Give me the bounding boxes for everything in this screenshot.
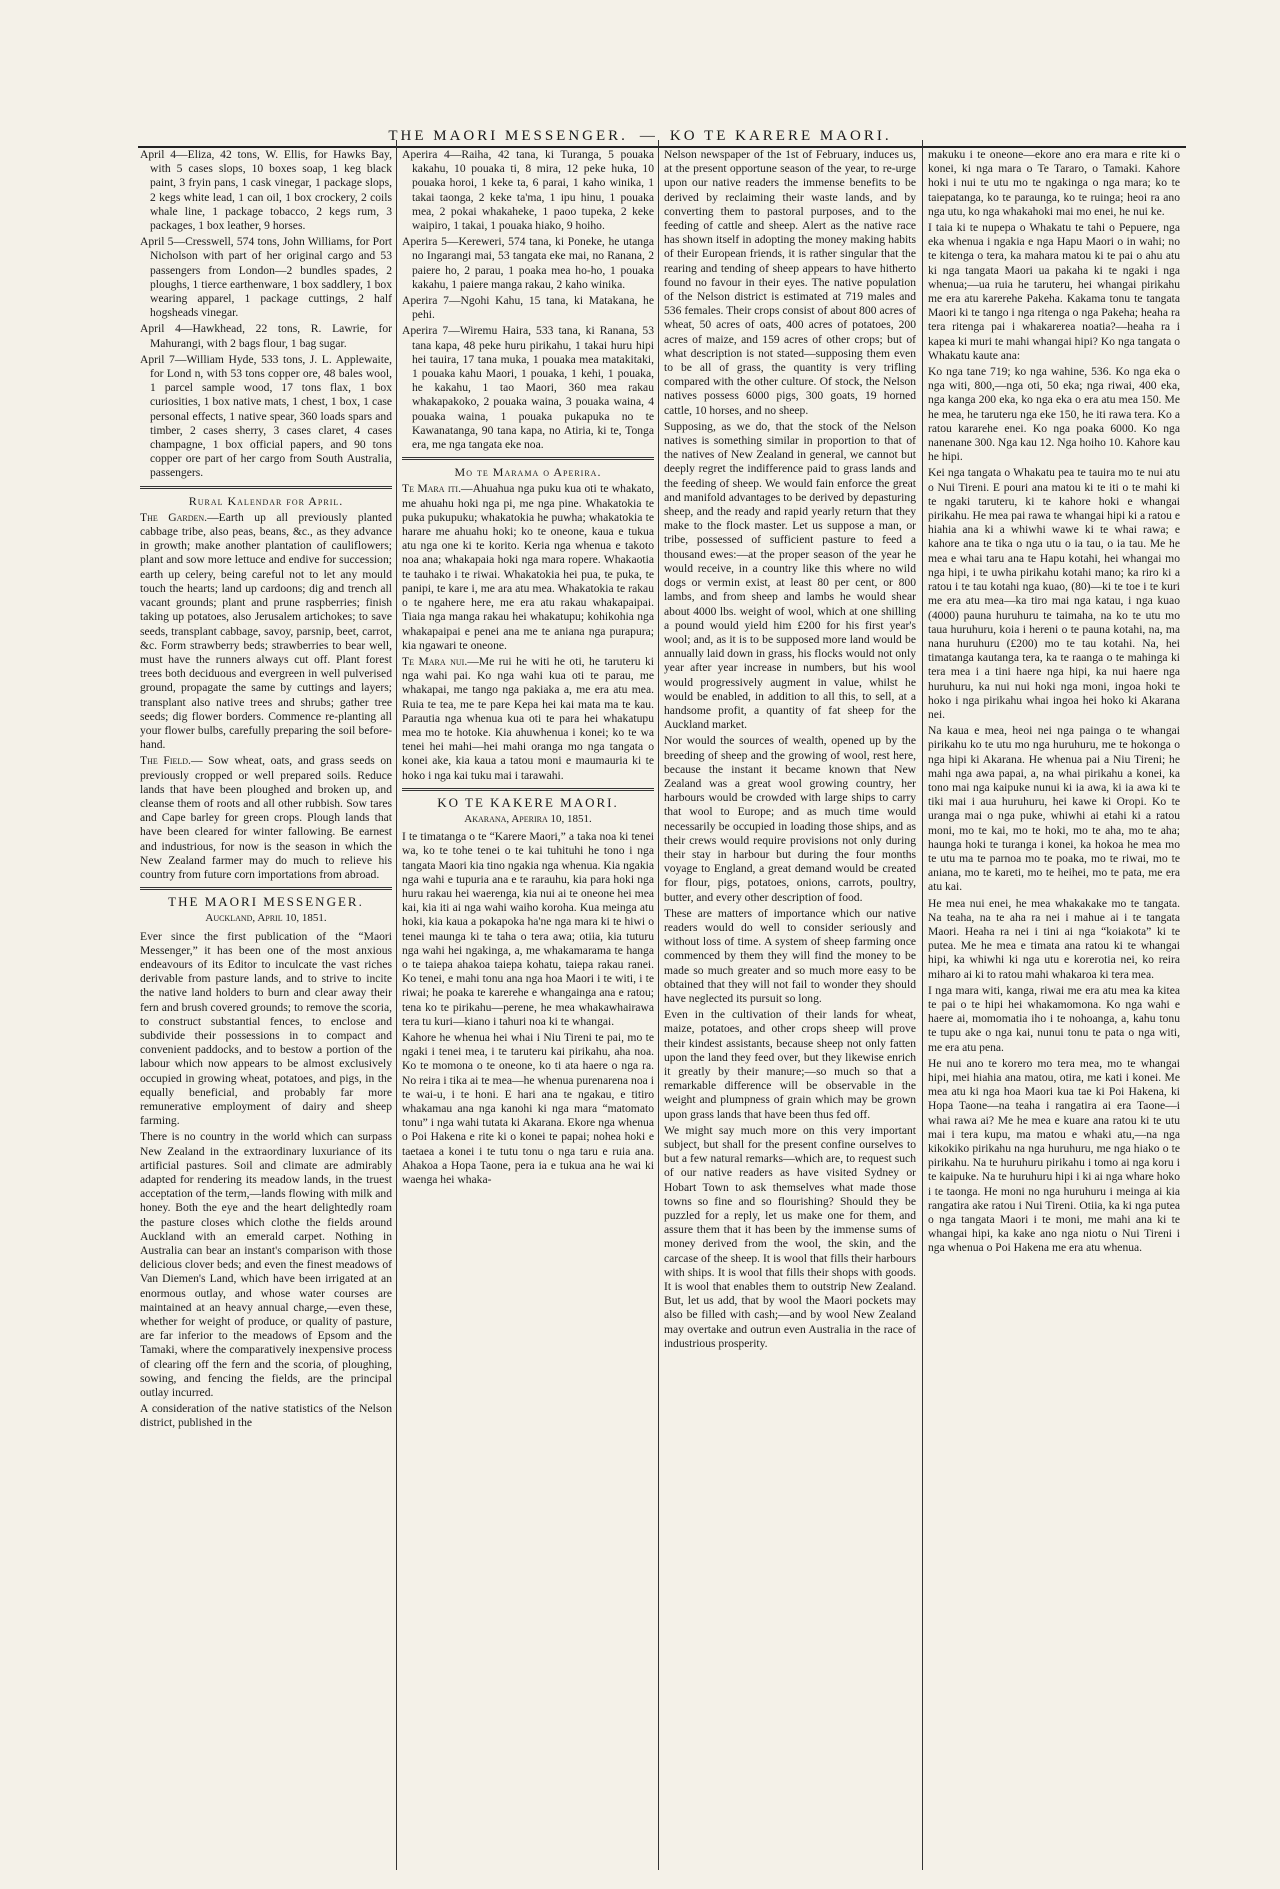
header-separator: — bbox=[639, 128, 658, 144]
column-3 bbox=[664, 148, 916, 1353]
rural-kalendar-heading: Rural Kalendar for April. bbox=[188, 493, 344, 508]
editorial-paragraph-maori: Kahore he whenua hei whai i Niu Tireni te pai, mo te ngaki i tenei mea, i te taruteru kai pirikahu, aha noa. Ko te momona o te oneone, ko ti ata haere o nga ra. No reira i tika ai te mea—he whenua purenarena noa i te wai-u, i te honi. E hari ana te ngakau, e titiro whakamau ana nga kanohi ki nga mara “matomato tonu” i nga wahi tutata ki Akarana. Ekore nga whenua o Poi Hakena e rite ki o konei te papai; nohea hoki e taetaea a konei i te tutu tonu o nga taru e ruia ana. Ahakoa a Hopa Taone, pera ia e tukua ana he wai ki waenga hei whaka- bbox=[402, 1030, 654, 1187]
editorial-paragraph: Even in the cultivation of their lands for wheat, maize, potatoes, and other crops sheep will prove their kindest assistants, because sheep not only fatten upon the land they feed over, but they likewise enrich it greatly by their manure;—so much so that a remarkable difference will be observable in the weight and plumpness of grain which may be grown upon grass lands that have been thus fed off. bbox=[664, 1008, 916, 1121]
header-maori-title: KO TE KARERE MAORI. bbox=[669, 128, 892, 144]
section-divider bbox=[140, 887, 392, 890]
editorial-paragraph: Ever since the first publication of the “Maori Messenger,” it has been one of the most anxious endeavours of its Editor to inculcate the vast riches derivable from pasture lands, and to strive to incite the native land holders to burn and clear away their fern and brush covered grounds; to remove the scoria, to construct substantial fences, to enclose and subdivide their possessions in to compact and convenient paddocks, and to bestow a portion of the labour which now appears to be almost exclusively occupied in growing wheat, potatoes, and pigs, in the equally beneficial, and probably far more remunerative employment of dairy and sheep farming. bbox=[140, 929, 392, 1128]
english-dateline: Auckland, April 10, 1851. bbox=[205, 912, 327, 925]
shipping-entry-maori: Aperira 5—Kereweri, 574 tana, ki Poneke, he utanga no Ingarangi mai, 53 tangata eke mai, no Ranana, 2 paiere ho, 2 parau, 1 poaka mea ho-ho, 1 pouaka kakahu, 1 paiere manga rakau, 2 kaho winika. bbox=[402, 235, 654, 291]
editorial-paragraph-maori: Na kaua e mea, heoi nei nga painga o te whangai pirikahu ko te utu mo nga huruhuru, me te hokonga o nga hipi ki Akarana. He whenua pai a Niu Tireni; he mahi nga awa papai, a, na whai pirikahu a konei, ka tono mai nga kaipuke nunui ki ia awa, ki ia awa ki te tiki mai i aua huruhuru, hei kawe ki Oropi. Ko te uranga mai o nga puke, whiwhi ai etahi ki a ratou moni, mo te kai, mo te hoki, mo te aha, mo te aha; haunga hoki te turanga i konei, ka hokoa he mea mo te utu ma te parnoa mo te poaka, mo te riwai, mo te aniana, mo te kareti, mo te heihei, mo te pata, me era atu kai. bbox=[928, 724, 1180, 894]
field-paragraph bbox=[140, 754, 392, 882]
maori-dateline: Akarana, Aperira 10, 1851. bbox=[464, 812, 592, 825]
editorial-paragraph: There is no country in the world which can surpass New Zealand in the extraordinary luxuriance of its artificial pastures. Soil and climate are admirably adapted for rendering its meadow lands, in the truest acceptation of the term,—lands flowing with milk and honey. Both the eye and the heart delightedly roam the pasture closes which clothe the fields around Auckland with an emerald carpet. Nothing in Australia can bear an instant's comparison with those delicious clover beds; and even the finest meadows of Van Diemen's Land, which have been irrigated at an enormous outlay, and whose water courses are maintained at an heavy annual charge,—even these, whether for weight of produce, or quality of pasture, are far inferior to the meadows of Epsom and the Tamaki, where the comparatively inexpensive process of clearing off the fern and the scoria, of ploughing, sowing, and fencing the fields, are the principal outlay incurred. bbox=[140, 1130, 392, 1400]
column-4 bbox=[928, 148, 1180, 1258]
editorial-paragraph: Supposing, as we do, that the stock of the Nelson natives is something similar in proportion to that of the natives of New Zealand in general, we cannot but deeply regret the indifference paid to grass lands and the feeding of sheep. We would fain enforce the great and manifold advantages to be derived by depasturing sheep, and the ready and rapid yearly return that they make to the flock master. Let us suppose a man, or tribe, possessed of sufficient pasture to feed a thousand ewes:—at the proper season of the year he would receive, in a country like this where no wild dogs or vermin exist, at least 80 per cent, or 800 lambs, and from sheep and lambs he would shear about 4000 lbs. weight of wool, which at one shilling a pound would yield him £200 for his first year's wool; and, as it is to be supposed more land would be annually laid down in grass, his flocks would not only year after year increase in numbers, but his wool would progressively augment in value, whilst he would be enabled, in addition to all this, to sell, at a handsome profit, a quantity of fat sheep for the Auckland market. bbox=[664, 419, 916, 732]
mara-nui-text: —Me rui he witi he oti, he taruteru ki nga wahi pai. Ko nga wahi kua oti te parau, me whakapai, me tango nga pakiaka a, me era atu mea. Ruia te tea, me te pare Kepa hei kai mata ma te kau. Parautia nga whenua kua oti te para hei whakatupu mea mo te hotoke. Kia ahuwhenua i konei; ko te wa tenei hei mahi—hei mahi oranga mo nga tangata o konei ake, kia kaua a tatou moni e maumauria ki te hoko i nga kai tuku mai i tarawahi. bbox=[402, 654, 654, 782]
running-header bbox=[0, 128, 1280, 145]
editorial-paragraph: Nor would the sources of wealth, opened up by the breeding of sheep and the growing of wool, rest here, because the instant it became known that New Zealand was a great wool growing country, her harbours would be crowded with large ships to carry that wool to Europe; and as much time would necessarily be occupied in loading those ships, and as their crews would require provisions not only during their stay in harbour but during the four months voyage to England, a great demand would be created for flour, pigs, potatoes, onions, carrots, poultry, butter, and every other description of food. bbox=[664, 734, 916, 904]
column-divider bbox=[658, 140, 659, 1870]
mara-iti-lead: Te Mara iti. bbox=[402, 482, 461, 496]
editorial-paragraph-maori: He mea nui enei, he mea whakakake mo te tangata. Na teaha, na te aha ra nei i mahue ai i te tangata Maori. Heaha ra nei i tini ai nga “koiakota” ki te putea. Me he mea e timata ana ratou ki te whangai hipi, ka whiwhi ki nga utu e korerotia nei, ko reira miharo ai ki to ratou mahi whakaroa ki tera mea. bbox=[928, 896, 1180, 981]
editorial-paragraph-maori: He nui ano te korero mo tera mea, mo te whangai hipi, mei hiahia ana matou, otira, me kati i konei. Me mea atu ki nga hoa Maori kua tae ki Poi Hakena, ki Hopa Taone—na teaha i rangatira ai era Taone—i whai rawa ai? Me he mea e kuare ana ratou ki te utu mai i tera kupu, ma matou e whaki atu,—na nga kikokiko pirikahu na nga huruhuru, me nga hiako o te pirikahu. Na te huruhuru pirikahu i tomo ai nga koru i te kaipuke. Na te huruhuru hipi i ki ai nga whare hoko i te taonga. He moni no nga huruhuru i meinga ai kia rangatira ake ratou i Nui Tireni. Otiia, ka ki nga putea o nga tangata Maori i te moni, me mahi ana ki te whangai hipi, ka kake ano nga niotu o Nui Tireni i nga whenua o Poi Hakena me era atu whenua. bbox=[928, 1056, 1180, 1255]
section-divider bbox=[402, 788, 654, 791]
editorial-paragraph-maori: I te timatanga o te “Karere Maori,” a taka noa ki tenei wa, ko te tohe tenei o te kai tuhituhi he tono i nga tangata Maori kia tino ngakia nga whenua. Kia ngakia nga wahi e tupuria ana e te rarauhu, kia para hoki nga huru rakau hei waerenga, kia nui ai te oneone hei mea kai, kia iti ai nga wahi waiho koroha. Kua meinga atu hoki, kia kaua a pokapoka ha'ne nga mara ki te hiwi o tenei maunga ki te taha o tera awa; otiia, kia tuturu nga wahi hei ngakinga, a, me whakamarama te hanga o te taiepa ahakoa taiepa kohatu, taiepa rakau ranei. Ko tenei, e mahi tonu ana nga hoa Maori i te witi, i te riwai; he poaka te karerehe e whangainga ana e ratou; tena ko te pirikahu—perene, he mea whakawhairawa tera tu kuri—kiano i tahuri noa ki te whangai. bbox=[402, 830, 654, 1028]
mara-nui-lead: Te Mara nui. bbox=[402, 654, 468, 668]
editorial-paragraph: Nelson newspaper of the 1st of February, induces us, at the present opportune season of the year, to re-urge upon our native readers the immense benefits to be derived by reclaiming their waste lands, and by converting them to pastoral purposes, and to the feeding of cattle and sheep. Alert as the native race has shown itself in adopting the money making habits of their European friends, it is rather singular that the rearing and tending of sheep appears to have hitherto found no favour in their eyes. The native population of the Nelson district is estimated at 719 males and 536 females. Their crops consist of about 800 acres of wheat, 50 acres of oats, 400 acres of potatoes, 200 acres of maize, and 159 acres of other crops; but of what description is not stated—supposing them even to be all of grass, the quantity is very trifling compared with the other culture. Of stock, the Nelson natives possess 6000 pigs, 300 goats, 19 horned cattle, 10 horses, and no sheep. bbox=[664, 148, 916, 417]
mara-nui-paragraph bbox=[402, 655, 654, 783]
column-divider bbox=[922, 140, 923, 1870]
editorial-paragraph: These are matters of importance which our native readers would do well to consider seriously and without loss of time. A system of sheep farming once commenced by them they will find the money to be made so much greater and so much more easy to be obtained that they will not fail to wonder they should have neglected its pursuit so long. bbox=[664, 906, 916, 1005]
mara-iti-text: —Ahuahua nga puku kua oti te whakato, me ahuahu hoki nga pi, me nga pine. Whakatokia te puka pukupuku; whakatokia he puwha; whakatokia te harare me ahuahu hoki; ko te oneone, kaua e tukua atu nga one ki te korito. Keria nga whenua e takoto noa ana; whakapaia hoki nga mara ropere. Whakaotia te tauhako i te riwai. Whakatokia hei pua, te puka, te panipi, te kare i, me ara atu mea. Whakatokia te rakau o te ngahere here, me era atu rakau whakapaipai. Tiaia nga manga rakau hei whakatupu; kohikohia nga whakapaipai e penei ana me te aniana nga purapura; kia ngawari te oneone. bbox=[402, 482, 654, 652]
garden-lead: The Garden. bbox=[140, 510, 208, 524]
editorial-paragraph-maori: makuku i te oneone—ekore ano era mara e rite ki o konei, ki nga mara o Te Tararo, o Tamaki. Kahore hoki i nui te utu mo te ngakinga o nga mara; ko te taiepatanga, ko te paraunga, ko te ruinga; heoi ra ano nga utu, ko nga whakahoki mai mo enei, he nui ke. bbox=[928, 148, 1180, 218]
column-divider bbox=[396, 140, 397, 1870]
shipping-entry-maori: Aperira 4—Raiha, 42 tana, ki Turanga, 5 pouaka kakahu, 10 pouaka ti, 8 mira, 12 peke huka, 10 pouaka horoi, 1 keke ta, 6 parai, 1 kaho winika, 1 takai taonga, 2 keke ta'ma, 1 ipu hinu, 1 pouaka mea, 2 pokai whakaheke, 1 paoo tupeka, 2 keke waipiro, 1 takai, 1 pouaka hiako, 9 hoiho. bbox=[402, 148, 654, 233]
mara-iti-paragraph bbox=[402, 482, 654, 652]
section-divider bbox=[140, 486, 392, 489]
column-2 bbox=[402, 148, 654, 1189]
editorial-paragraph: A consideration of the native statistics of the Nelson district, published in the bbox=[140, 1402, 392, 1430]
field-lead: The Field. bbox=[140, 754, 191, 768]
column-1 bbox=[140, 148, 392, 1433]
editorial-paragraph-maori: I nga mara witi, kanga, riwai me era atu mea ka kitea te pai o te hipi hei whakamomona. Ko nga wahi e haere ai, momomatia iho i te nohoanga, a, kahu tonu te tupu ake o nga kai, nunui tonu te pata o nga witi, me era atu pena. bbox=[928, 983, 1180, 1054]
shipping-entry: April 5—Cresswell, 574 tons, John Williams, for Port Nicholson with part of her original cargo and 53 passengers from London—2 bundles spades, 2 ploughs, 1 tierce earthenware, 1 box saddlery, 1 box wearing apparel, 1 package cuttings, 2 half hogsheads vinegar. bbox=[140, 235, 392, 320]
shipping-entry-maori: Aperira 7—Ngohi Kahu, 15 tana, ki Matakana, he pehi. bbox=[402, 294, 654, 322]
editorial-paragraph-maori: Kei nga tangata o Whakatu pea te tauira mo te nui atu o Nui Tireni. E pouri ana matou ki te iti o te mahi ki te ngaki taruteru, ki te kahore hoki e whangai pirikahu. He mea pai rawa te whangai hipi ki a ratou e hiahia ana ki a whiwhi wawe ki te whai rawa; e kahore ana te tika o nga utu o ia tau, o ia tau. Me he mea e whai taru ana te Hapu kotahi, hei whangai mo nga hipi, i te uwha pirikahu kotahi mano; ka riro ki a ratou i te tau kotahi nga kuao, (80)—ki te toe i te kuri me era atu mea—ka tiro mai nga katau, i nga kuao (4000) pauna huruhuru te taimaha, na ko te utu mo taua huruhuru, koia i hereni o te pauna kotahi, na, ma nana huruhuru (£200) mo te tau kotahi. Na, hei timatanga kautanga tera, ka te raanga o te mahinga ki tera mea i a tini haere nga hipi, ka nui haere nga huruhuru, ka nui nui hoki nga moni, ingoa hoki te hoko i nga pirikahu whai ingoa hei hoko ki Akarana nei. bbox=[928, 466, 1180, 721]
editorial-paragraph-maori: I taia ki te nupepa o Whakatu te tahi o Pepuere, nga eka whenua i ngakia e nga Hapu Maori o in wahi; no te kitenga o tera, ka mahara matou ki te pai o ahu atu ki nga tangata Maori ua pakaha ki te ngaki i nga whenua;—ua ruia he taruteru, hei whangai pirikahu me era atu karerehe Pakeha. Kakama tonu te tangata Maori ki te tango i nga ritenga o nga Pakeha; heaha ra tera ritenga pai i whakarerea noatia?—heaha ra i kapea ki muri te mahi whangai hipi? Ko nga tangata o Whakatu kaute ana: bbox=[928, 221, 1180, 362]
garden-paragraph bbox=[140, 511, 392, 752]
statistics-paragraph-maori: Ko nga tane 719; ko nga wahine, 536. Ko nga eka o nga witi, 800,—nga oti, 50 eka; nga riwai, 400 eka, nga kanga 200 eka, ko nga eka o era atu mea 150. Me he mea, he taruteru nga eke 150, he iti rawa tera. Ko a ratou kararehe enei. Ko nga poaka 6000. Ko nga nanenane 300. Nga kau 12. Nga hoiho 10. Kahore kau he hipi. bbox=[928, 365, 1180, 464]
english-masthead: THE MAORI MESSENGER. bbox=[168, 894, 364, 910]
garden-text: —Earth up all previously planted cabbage tribe, also peas, beans, &c., as they advance in growth; make another plantation of cauliflowers; plant and sow more lettuce and endive for succession; earth up celery, being careful not to let any mould touch the hearts; land up cardoons; dig and trench all vacant grounds; plant and prune raspberries; finish taking up potatoes, also Jerusalem artichokes; to save seeds, transplant cabbage, savoy, parsnip, beet, carrot, &c. Form strawberry beds; strawberries to bear well, must have the runners always cut off. Plant forest trees both deciduous and evergreen in well pulverised ground, propagate the same by cuttings and layers; transplant also native trees and shrubs; gather tree seeds; dig flower borders. Commence re-planting all your flower bulbs, carefully preparing the soil before-hand. bbox=[140, 510, 392, 752]
section-divider bbox=[402, 457, 654, 460]
shipping-entry: April 4—Eliza, 42 tons, W. Ellis, for Hawks Bay, with 5 cases slops, 10 boxes soap, 1 keg black paint, 3 fryin pans, 1 cask vinegar, 1 package slops, 2 kegs white lead, 1 can oil, 1 box crockery, 2 coils whale line, 1 package tobacco, 2 kegs rum, 3 packages, 1 box leather, 9 horses. bbox=[140, 148, 392, 233]
header-english-title: THE MAORI MESSENGER. bbox=[388, 128, 628, 144]
shipping-entry: April 4—Hawkhead, 22 tons, R. Lawrie, for Mahurangi, with 2 bags flour, 1 bag sugar. bbox=[140, 322, 392, 350]
maori-masthead: KO TE KAKERE MAORI. bbox=[437, 794, 619, 810]
shipping-entry-maori: Aperira 7—Wiremu Haira, 533 tana, ki Ranana, 53 tana kapa, 48 peke huru pirikahu, 1 takai huru hipi hei tauira, 17 tana muka, 1 pouaka mea matakitaki, 1 pouaka kahu Maori, 1 pouaka, 1 kehi, 1 pouaka, he kakahu, 1 tao Maori, 360 mea rakau whakapakoko, 2 pouaka waina, 3 pouaka waina, 4 pouaka waina, 1 pouaka pukapuka no te Kawanatanga, 90 tana kapa, no Atiria, ki te, Tonga era, me nga tangata eke noa. bbox=[402, 324, 654, 452]
field-text: — Sow wheat, oats, and grass seeds on previously cropped or well prepared soils. Reduce lands that have been ploughed and broken up, and cleanse them of roots and all other rubbish. Sow tares and Cape barley for green crops. Plough lands that have been cleared for winter fallowing. Be earnest and industrious, for now is the season in which the New Zealand farmer may do much to relieve his country from future corn importations from abroad. bbox=[140, 754, 392, 881]
marama-heading: Mo te Marama o Aperira. bbox=[454, 465, 602, 480]
editorial-paragraph: We might say much more on this very important subject, but shall for the present confine ourselves to but a few natural remarks—which are, to request such of our native readers as have visited Sydney or Hobart Town to ask themselves what made those towns so fine and so flourishing? Should they be puzzled for a reply, let us make one for them, and assure them that it has been by the immense sums of money derived from the wool, the skin, and the carcase of the sheep. It is wool that fills their harbours with ships. It is wool that fills their shops with goods. It is wool that enables them to outstrip New Zealand. But, let us add, that by wool the Maori pockets may also be filled with cash;—and by wool New Zealand may overtake and outrun even Australia in the race of industrious prosperity. bbox=[664, 1123, 916, 1350]
shipping-entry: April 7—William Hyde, 533 tons, J. L. Applewaite, for Lond n, with 53 tons copper ore, 48 bales wool, 1 parcel sample wood, 17 tons flax, 1 box curiosities, 1 box native mats, 1 chest, 1 box, 1 case personal effects, 1 native spear, 360 loads spars and timber, 2 cases sherry, 3 cases claret, 4 cases champagne, 1 box official papers, and 90 tons copper ore part of her cargo from South Australia, passengers. bbox=[140, 352, 392, 480]
